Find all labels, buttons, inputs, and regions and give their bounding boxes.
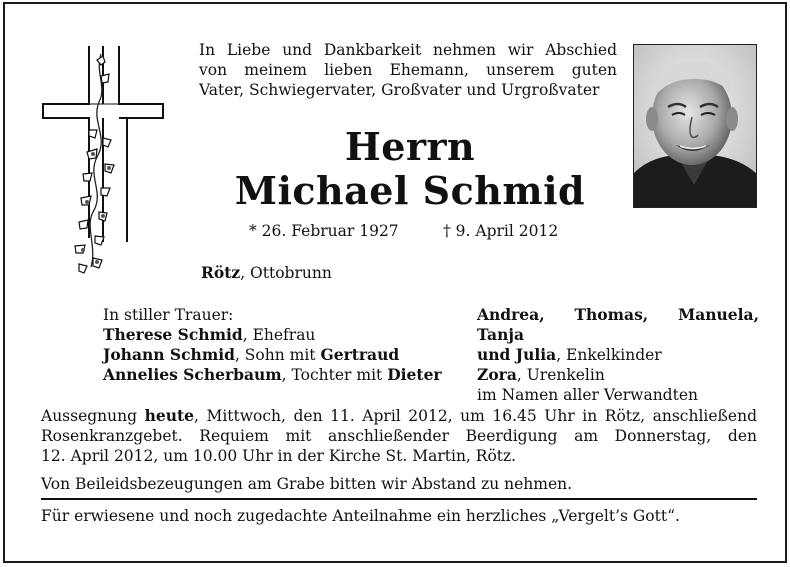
grandchild-name: und Julia <box>477 345 557 364</box>
mourner-name: Therese Schmid <box>103 325 243 344</box>
mourners-right <box>477 305 759 405</box>
intro-line: In Liebe und Dankbarkeit nehmen wir Abschied <box>199 41 617 59</box>
service-line-3: 12. April 2012, um 10.00 Uhr in der Kirche St. Martin, Rötz. <box>41 447 517 465</box>
service-rest: , Mittwoch, den 11. April 2012, um 16.45 Uhr in Rötz, anschließend <box>194 407 757 425</box>
thanks-line: Für erwiesene und noch zugedachte Anteilnahme ein herzliches „Vergelt’s Gott“. <box>41 507 680 525</box>
death-date: † 9. April 2012 <box>443 222 559 240</box>
mourner-name: Annelies Scherbaum <box>103 365 282 384</box>
place-main: Rötz <box>201 263 241 282</box>
mourner-row <box>103 345 463 365</box>
mourner-row <box>103 325 463 345</box>
title-honorific: Herrn <box>344 124 476 169</box>
place-line <box>201 263 332 282</box>
mourner-row <box>103 365 463 385</box>
mourner-spouse: Gertraud <box>320 345 400 364</box>
grandchildren-label: , Enkelkinder <box>556 346 662 364</box>
grandchildren-names: Andrea, Thomas, Manuela, Tanja <box>477 305 759 344</box>
relatives-line: im Namen aller Verwandten <box>477 386 698 404</box>
mourner-relation: , Sohn mit <box>234 346 321 364</box>
mourners-left <box>103 305 463 385</box>
great-grandchild-name: Zora <box>477 365 517 384</box>
intro-line: von meinem lieben Ehemann, unserem guten <box>199 61 617 79</box>
birth-date: * 26. Februar 1927 <box>249 222 399 240</box>
intro-line: Vater, Schwiegervater, Großvater und Urgroßvater <box>199 81 600 99</box>
great-grandchild-row <box>477 365 759 385</box>
grandchildren-row <box>477 345 759 365</box>
mourner-relation: , Tochter mit <box>281 366 388 384</box>
great-grandchild-label: , Urenkelin <box>516 366 605 384</box>
service-details <box>41 406 757 466</box>
intro-text <box>199 40 617 100</box>
mourner-name: Johann Schmid <box>103 345 235 364</box>
service-today: heute <box>144 406 195 425</box>
service-line-2: Rosenkranzgebet. Requiem mit anschließender Beerdigung am Donnerstag, den <box>41 427 757 445</box>
deceased-name: Michael Schmid <box>234 168 586 213</box>
service-line-1 <box>41 406 757 426</box>
mourner-spouse: Dieter <box>387 365 442 384</box>
service-pre: Aussegnung <box>41 407 145 425</box>
obituary-notice <box>3 2 787 563</box>
portrait-photo <box>633 44 757 208</box>
place-rest: , Ottobrunn <box>240 264 332 282</box>
cross-with-ivy-icon <box>39 42 169 282</box>
mourners-heading: In stiller Trauer: <box>103 306 234 324</box>
divider <box>41 498 757 500</box>
mourner-relation: , Ehefrau <box>242 326 316 344</box>
condolence-request: Von Beileidsbezeugungen am Grabe bitten wir Abstand zu nehmen. <box>41 475 573 493</box>
